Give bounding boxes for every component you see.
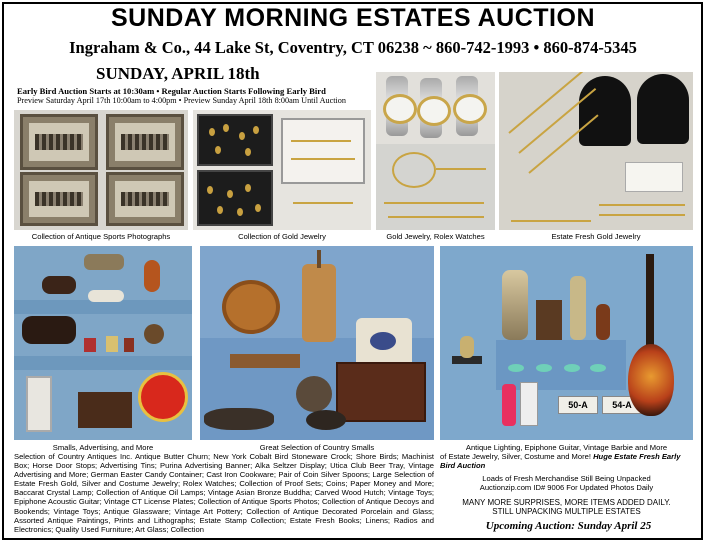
caption-estate-gold-jewelry: Estate Fresh Gold Jewelry [551, 232, 641, 241]
caption-gold-jewelry: Collection of Gold Jewelry [238, 232, 326, 241]
unpacking-notice: STILL UNPACKING MULTIPLE ESTATES [492, 507, 641, 517]
caption-smalls-advertising: Smalls, Advertising, and More [52, 443, 154, 452]
caption-antique-lighting: Antique Lighting, Epiphone Guitar, Vintage Barbie and More [465, 443, 668, 452]
loads-notice: Loads of Fresh Merchandise Still Being Unpacked [482, 474, 651, 484]
photo-rolex-watches [376, 72, 495, 230]
caption-sports-photographs: Collection of Antique Sports Photographs [31, 232, 171, 241]
ad-title: SUNDAY MORNING ESTATES AUCTION [110, 4, 596, 32]
photo-estate-gold-jewelry [499, 72, 693, 230]
auction-date: SUNDAY, APRIL 18th [96, 64, 260, 83]
photo-sports-photographs [14, 110, 188, 230]
photo-smalls-advertising [14, 246, 192, 440]
photo-antique-lighting [440, 246, 693, 440]
caption-country-smalls: Great Selection of Country Smalls [259, 443, 375, 452]
upcoming-auction: Upcoming Auction: Sunday April 25 [485, 520, 652, 532]
preview-times: Preview Saturday April 17th 10:00am to 4:00pm • Preview Sunday April 18th 8:00am Until Auction [17, 96, 346, 105]
photo-gold-jewelry [193, 110, 371, 230]
license-plate-1: 50-A [558, 396, 598, 414]
auction-times: Early Bird Auction Starts at 10:30am • Regular Auction Starts Following Early Bird [17, 86, 326, 96]
early-bird-highlight: Huge Estate Fresh Early Bird Auction [440, 452, 681, 471]
license-plate-2: 54-A [602, 396, 642, 414]
caption-rolex-watches: Gold Jewelry, Rolex Watches [386, 232, 485, 241]
right-intro: of Estate Jewelry, Silver, Costume and More! [440, 452, 591, 461]
auctioneer-address: Ingraham & Co., 44 Lake St, Coventry, CT 06238 ~ 860-742-1993 • 860-874-5345 [69, 38, 637, 57]
surprises-notice: MANY MORE SURPRISES, MORE ITEMS ADDED DAILY. [462, 498, 671, 508]
photo-country-smalls [200, 246, 434, 440]
item-description: Selection of Country Antiques Inc. Antique Butter Churn; New York Cobalt Bird Stoneware Crock; Shore Birds; Machinist Box; Horse Door Stops; Advertising Tins; Purina Advertising Banner; Alka Seltzer Display; Utica Club Beer Tray, Vintage Advertising and More; German Easter Candy Container; Cast Iron Cookware; Pair of Coin Silver Spoons; Large Selection of Estate Fresh Gold, Silver and Costume Jewelry; Rolex Watches; Collection of Proof Sets; Coins; Paper Money and More; Baccarat Crystal Lamp; Collection of Antique Oil Lamps; Vintage Asian Bronze Buddha; Carved Wood Hutch; Vintage Toys; Epiphone Acoustic Guitar; Vintage CT License Plates; Collection of Antique Sports Photos; Collection of Antique Decoys and Bookends; Vintage Toys; Antique Glassware; Vintage Art Pottery; Collection of Antique Decorated Porcelain and Glass; Assorted Antique Paintings, Prints and Lithographs; Estate Stamp Collection; Estate Fresh Books; Linens; Radios and Electronics; Quality Used Furniture; Art Glass; Collection [14, 452, 434, 534]
right-panel [440, 452, 693, 517]
auctionzip-notice: Auctionzip.com ID# 9006 For Updated Photos Daily [479, 483, 654, 493]
